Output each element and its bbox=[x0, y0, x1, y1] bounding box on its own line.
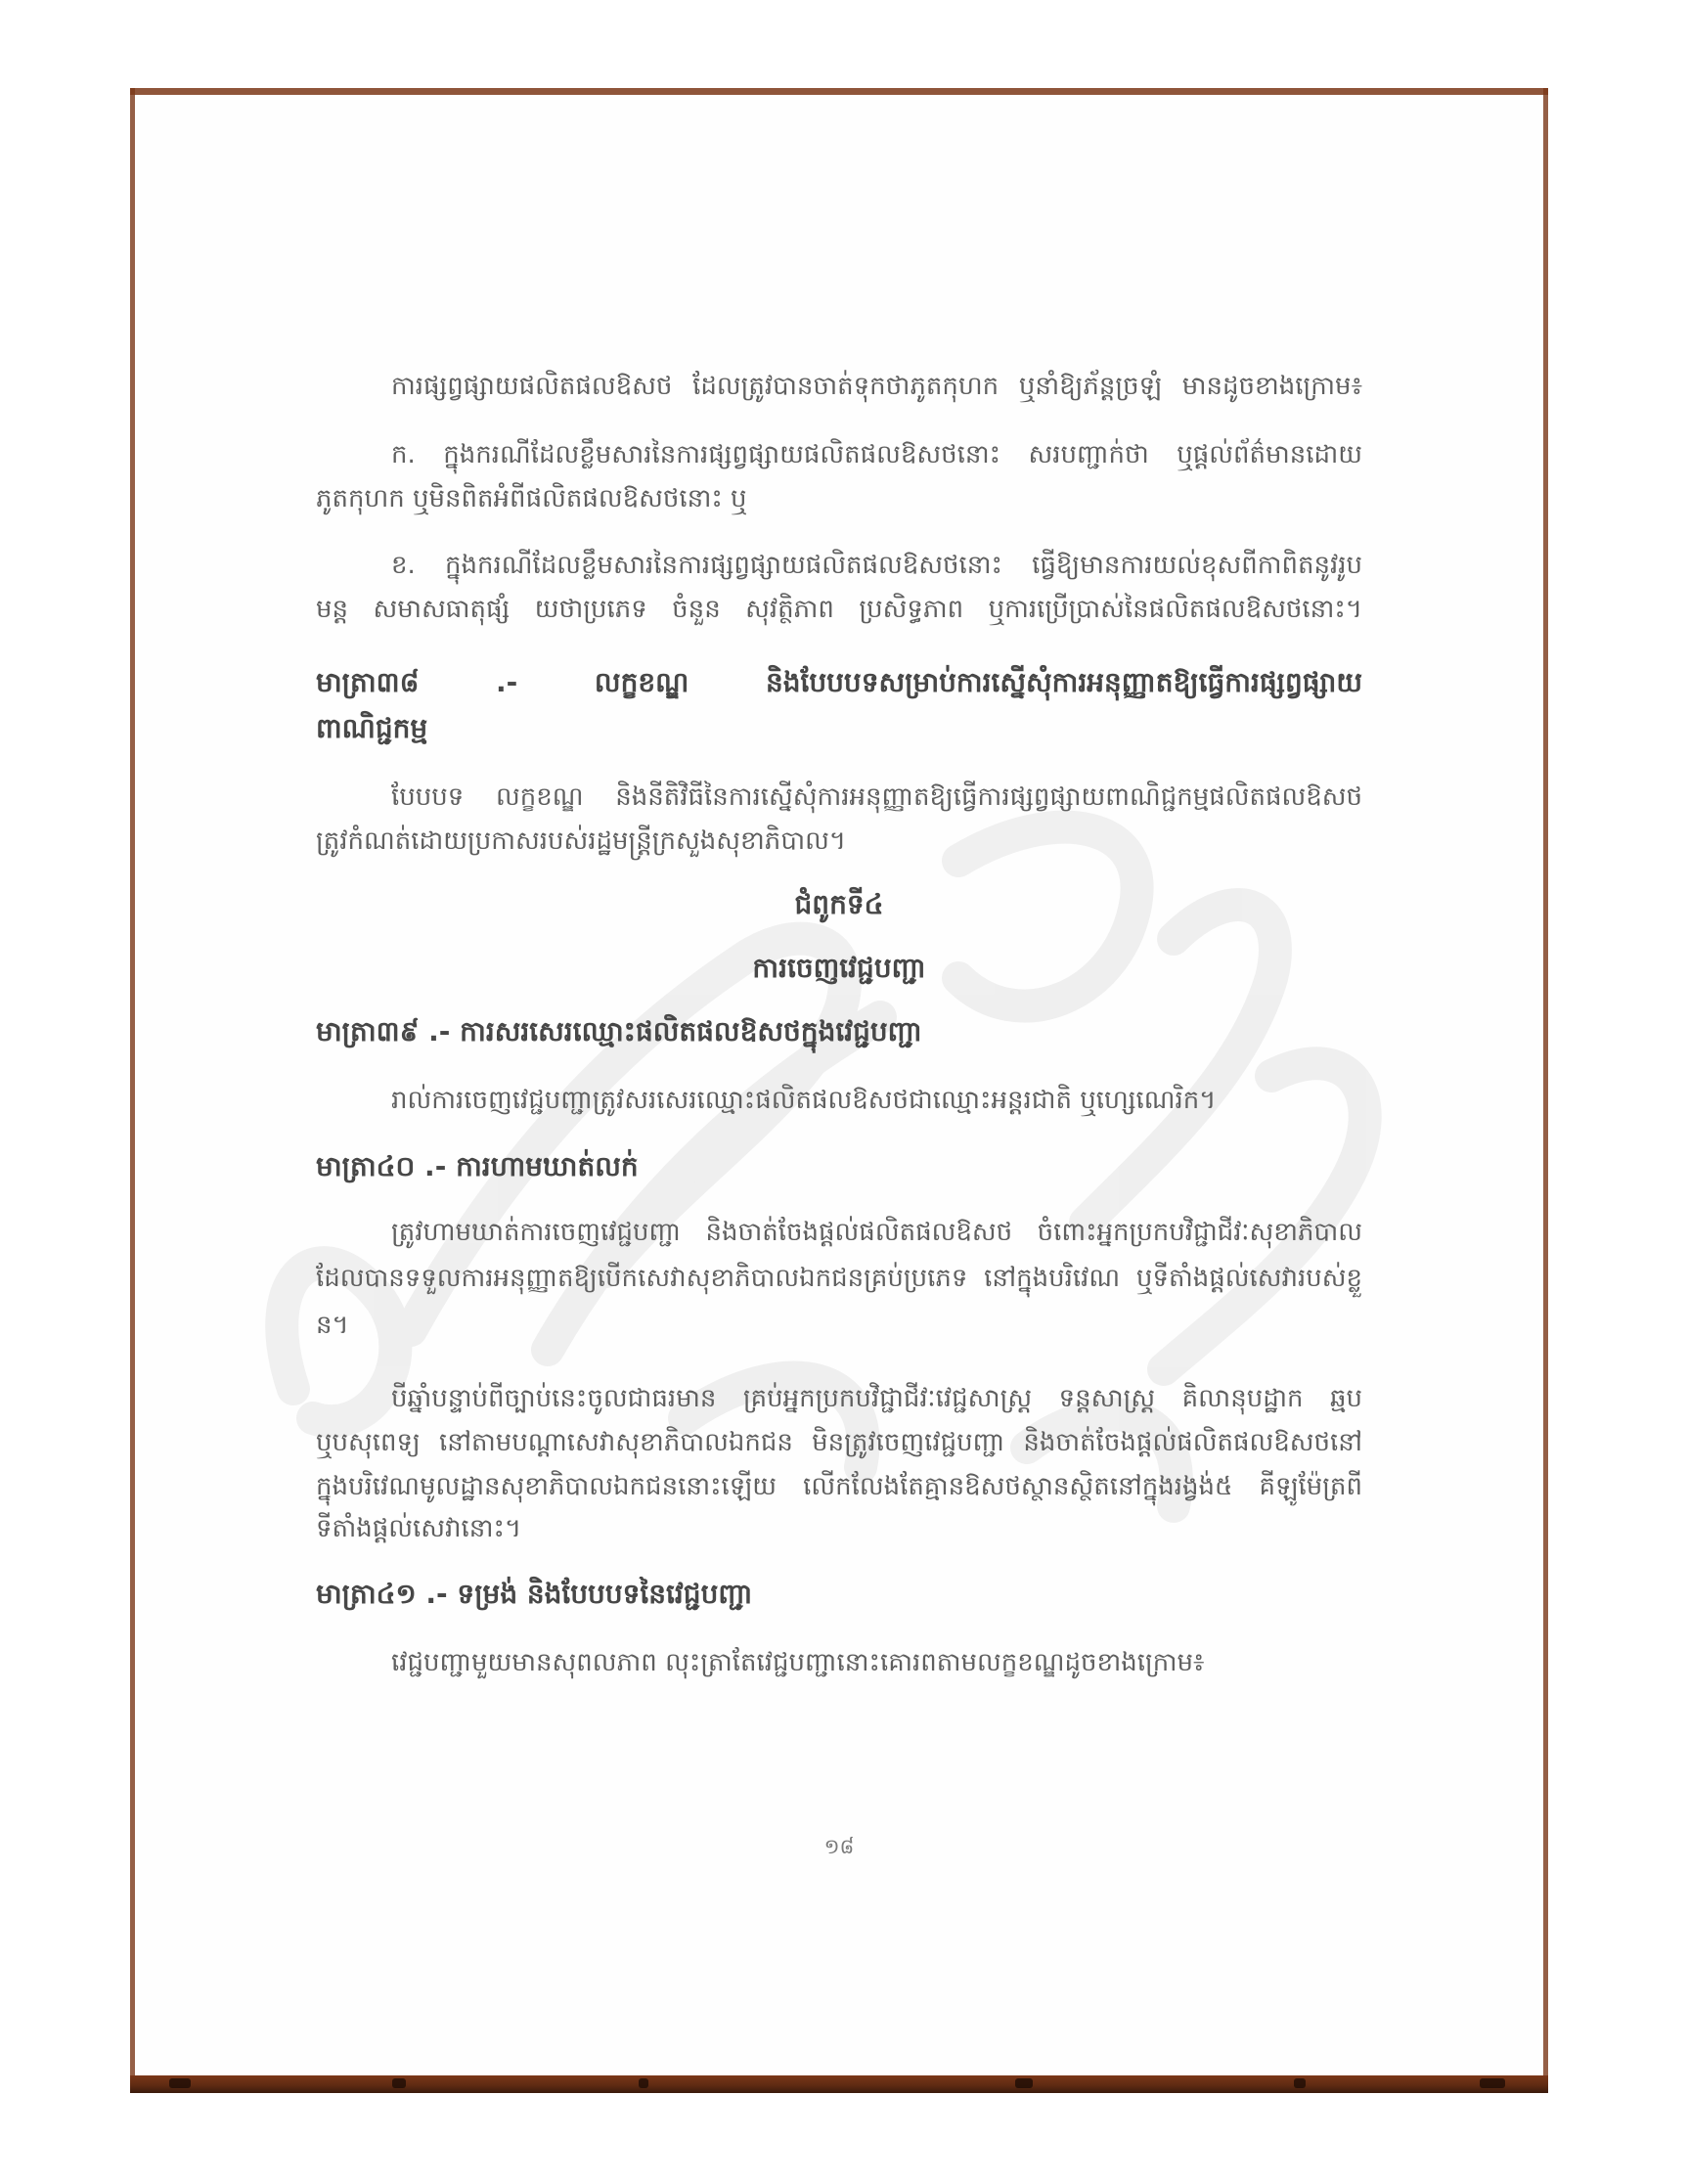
article-41-body-line-1: វេជ្ជបញ្ជាមួយមានសុពលភាព លុះត្រាតែវេជ្ជបញ្ជានោះគោរពតាមលក្ខខណ្ឌដូចខាងក្រោម៖ bbox=[391, 1648, 1205, 1677]
article-38-heading-line-2: ពាណិជ្ជកម្ម bbox=[316, 712, 428, 744]
article-38-body-line-2: ត្រូវកំណត់ដោយប្រកាសរបស់រដ្ឋមន្ត្រីក្រសួងសុខាភិបាល។ bbox=[316, 826, 846, 856]
article-40-p1-line-3: ន។ bbox=[316, 1311, 349, 1340]
article-40-p2-line-1: បីឆ្នាំបន្ទាប់ពីច្បាប់នេះចូលជាធរមាន គ្រប់អ្នកប្រកបវិជ្ជាជីវៈវេជ្ជសាស្ត្រ ទន្តសាស្ត្រ គិលានុបដ្ឋាក ឆ្មប bbox=[391, 1384, 1362, 1413]
article-39-heading: មាត្រា៣៩ .- ការសរសេរឈ្មោះផលិតផលឱសថក្នុងវេជ្ជបញ្ជា bbox=[316, 1015, 922, 1047]
article-40-p2-line-4: ទីតាំងផ្ដល់សេវានោះ។ bbox=[316, 1514, 522, 1543]
item-ka-line-2: ភូតកុហក ឬមិនពិតអំពីផលិតផលឱសថនោះ ឬ bbox=[316, 484, 747, 513]
item-kha-line-2: មន្ត សមាសធាតុផ្សំ យថាប្រភេទ ចំនួន សុវត្ថិភាព ប្រសិទ្ធភាព ឬការប្រើប្រាស់នៃផលិតផលឱសថនោះ។ bbox=[316, 595, 1362, 624]
intro-line: ការផ្សព្វផ្សាយផលិតផលឱសថ ដែលត្រូវបានចាត់ទុកថាភូតកុហក ឬនាំឱ្យភ័ន្តច្រឡំ មានដូចខាងក្រោម៖ bbox=[391, 372, 1362, 401]
wood-grain-mark bbox=[1294, 2078, 1306, 2088]
article-40-p1-line-2: ដែលបានទទួលការអនុញ្ញាតឱ្យបើកសេវាសុខាភិបាលឯកជនគ្រប់ប្រភេទ នៅក្នុងបរិវេណ ឬទីតាំងផ្ដល់សេវារបស់ខ្លួ bbox=[316, 1264, 1362, 1293]
article-40-heading: មាត្រា៤០ .- ការហាមឃាត់លក់ bbox=[316, 1150, 639, 1182]
chapter-number: ជំពូកទី៤ bbox=[794, 888, 884, 920]
article-41-heading: មាត្រា៤១ .- ទម្រង់ និងបែបបទនៃវេជ្ជបញ្ជា bbox=[316, 1578, 753, 1610]
wood-grain-mark bbox=[392, 2078, 406, 2088]
item-kha-line-1: ខ. ក្នុងករណីដែលខ្លឹមសារនៃការផ្សព្វផ្សាយផលិតផលឱសថនោះ ធ្វើឱ្យមានការយល់ខុសពីកាពិតនូវរូប bbox=[391, 551, 1362, 580]
article-40-p1-line-1: ត្រូវហាមឃាត់ការចេញវេជ្ជបញ្ជា និងចាត់ចែងផ្ដល់ផលិតផលឱសថ ចំពោះអ្នកប្រកបវិជ្ជាជីវៈសុខាភិបាល bbox=[391, 1218, 1362, 1247]
chapter-title: ការចេញវេជ្ជបញ្ជា bbox=[752, 952, 926, 984]
article-38-heading-line-1: មាត្រា៣៨ .- លក្ខខណ្ឌ និងបែបបទសម្រាប់ការស្នើសុំការអនុញ្ញាតឱ្យធ្វើការផ្សព្វផ្សាយ bbox=[316, 666, 1362, 698]
page-number: ១៨ bbox=[823, 1835, 855, 1858]
wood-frame-top-edge bbox=[130, 88, 1548, 95]
article-40-p2-line-2: ឬបសុពេទ្យ នៅតាមបណ្ដាសេវាសុខាភិបាលឯកជន មិនត្រូវចេញវេជ្ជបញ្ជា និងចាត់ចែងផ្ដល់ផលិតផលឱសថនៅ bbox=[316, 1428, 1362, 1457]
article-40-p2-line-3: ក្នុងបរិវេណមូលដ្ឋានសុខាភិបាលឯកជននោះឡើយ លើកលែងតែគ្មានឱសថស្ថានស្ថិតនៅក្នុងរង្វង់៥ គីឡូម៉ែត្រពី bbox=[316, 1472, 1362, 1501]
item-ka-line-1: ក. ក្នុងករណីដែលខ្លឹមសារនៃការផ្សព្វផ្សាយផលិតផលឱសថនោះ សរបញ្ជាក់ថា ឬផ្ដល់ព័ត៌មានដោយ bbox=[391, 440, 1362, 469]
wood-grain-mark bbox=[169, 2078, 191, 2088]
wood-grain-mark bbox=[1015, 2078, 1033, 2088]
article-39-body-line-1: រាល់ការចេញវេជ្ជបញ្ជាត្រូវសរសេរឈ្មោះផលិតផលឱសថជាឈ្មោះអន្តរជាតិ ឬហ្សេណេរិក។ bbox=[391, 1086, 1217, 1115]
wood-frame-bottom-edge bbox=[130, 2075, 1548, 2093]
article-38-body-line-1: បែបបទ លក្ខខណ្ឌ និងនីតិវិធីនៃការស្នើសុំការអនុញ្ញាតឱ្យធ្វើការផ្សព្វផ្សាយពាណិជ្ជកម្មផលិតផលឱសថ bbox=[391, 782, 1362, 812]
wood-grain-mark bbox=[639, 2078, 648, 2088]
wood-grain-mark bbox=[1480, 2078, 1505, 2088]
wood-frame-right-edge bbox=[1543, 88, 1548, 2091]
